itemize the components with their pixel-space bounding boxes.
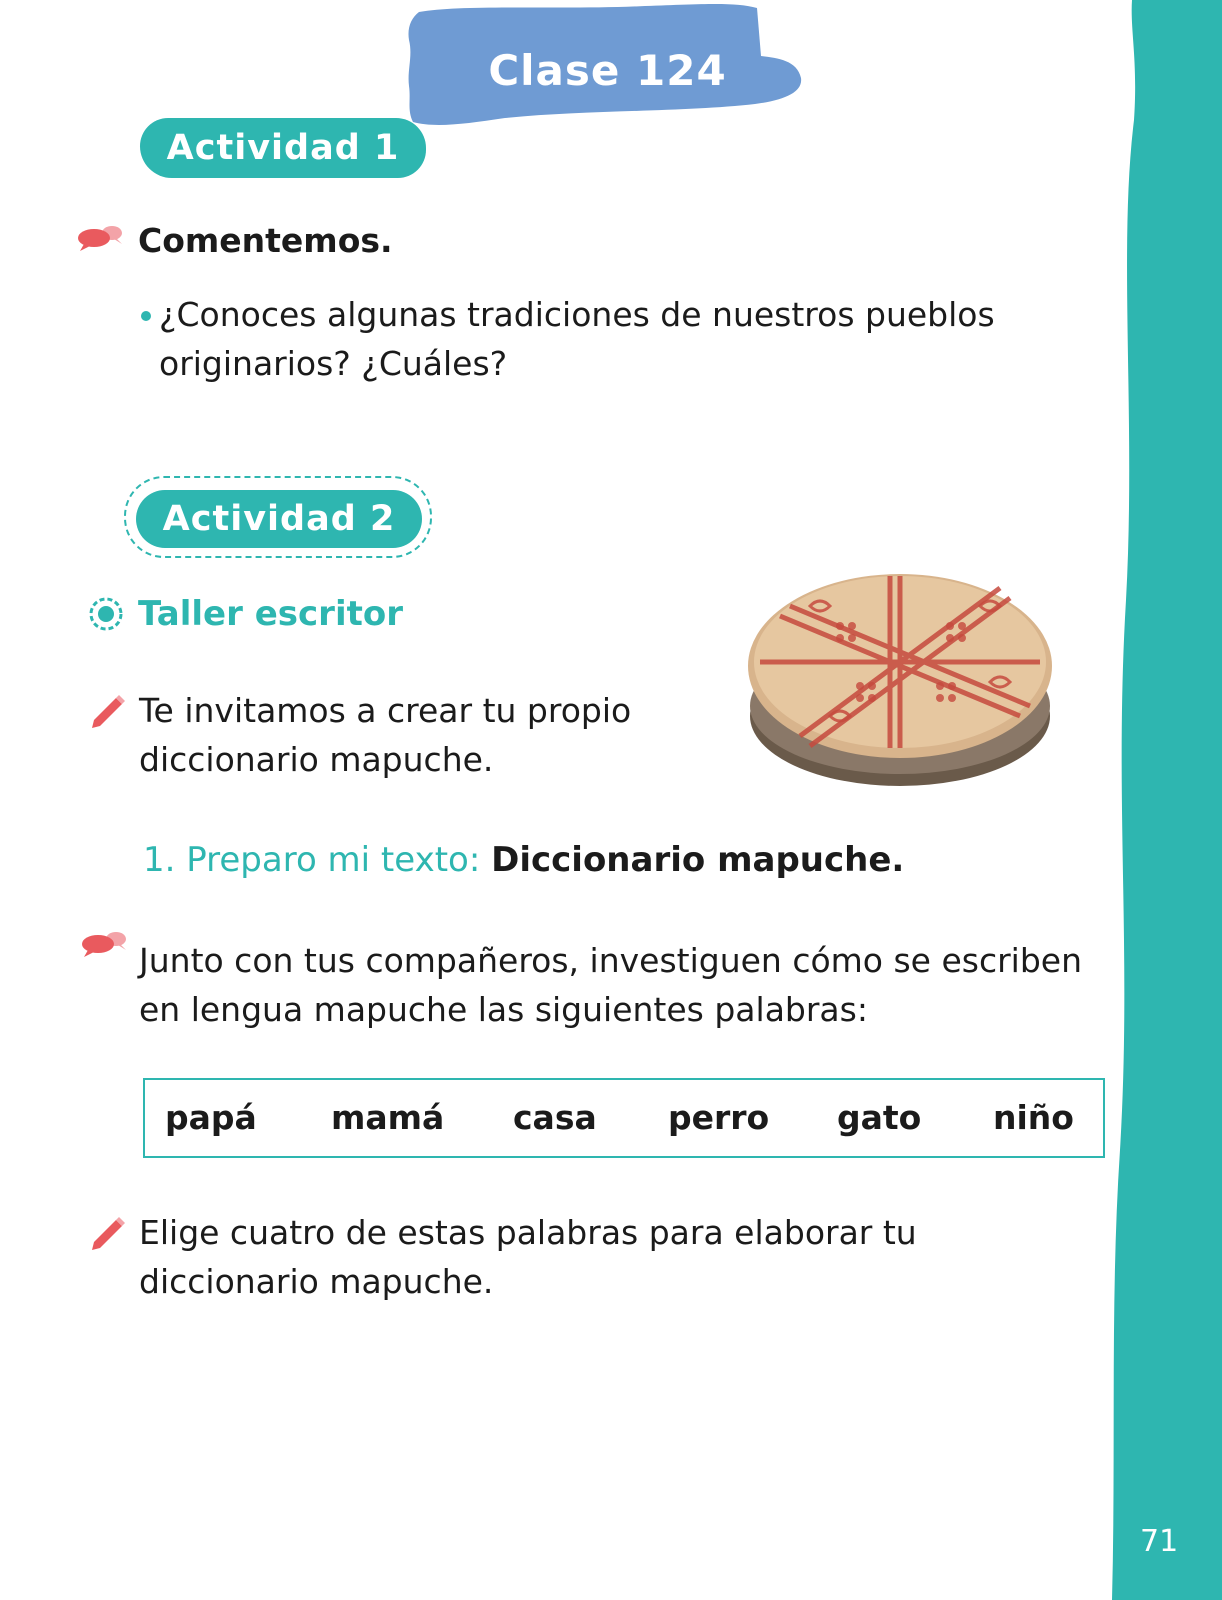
word-item: casa — [513, 1098, 597, 1137]
invitation-text: Te invitamos a crear tu propio diccionario mapuche. — [139, 691, 632, 779]
step-prefix: 1. Preparo mi texto: — [143, 840, 481, 880]
bullet-dot — [141, 311, 151, 321]
gear-icon — [88, 596, 124, 632]
selection-task: Elige cuatro de estas palabras para elaborar tu diccionario mapuche. — [139, 1213, 917, 1301]
speech-bubbles-icon — [80, 928, 130, 958]
word-list-box — [143, 1078, 1105, 1158]
page-title: Clase 124 — [488, 46, 727, 95]
step-heading — [143, 836, 904, 885]
word-item: mamá — [331, 1098, 445, 1137]
word-item: perro — [668, 1098, 770, 1137]
speech-bubbles-icon — [76, 222, 126, 252]
pencil-icon — [88, 1212, 128, 1252]
step-title: Diccionario mapuche. — [491, 840, 905, 880]
page-side-band — [1110, 0, 1222, 1600]
research-instruction: Junto con tus compañeros, investiguen cómo se escriben en lengua mapuche las siguientes palabras: — [139, 941, 1082, 1029]
section-title: Taller escritor — [138, 594, 403, 634]
discussion-question: ¿Conoces algunas tradiciones de nuestros pueblos originarios? ¿Cuáles? — [159, 295, 995, 383]
word-item: papá — [165, 1098, 257, 1137]
activity-2-label: Actividad 2 — [136, 490, 422, 548]
word-item: gato — [837, 1098, 922, 1137]
pencil-icon — [88, 690, 128, 730]
kultrun-drum-image — [740, 566, 1070, 806]
discussion-prompt: Comentemos. — [138, 221, 393, 260]
word-item: niño — [993, 1098, 1074, 1137]
activity-1-label: Actividad 1 — [140, 118, 426, 178]
page-number: 71 — [1140, 1524, 1179, 1559]
